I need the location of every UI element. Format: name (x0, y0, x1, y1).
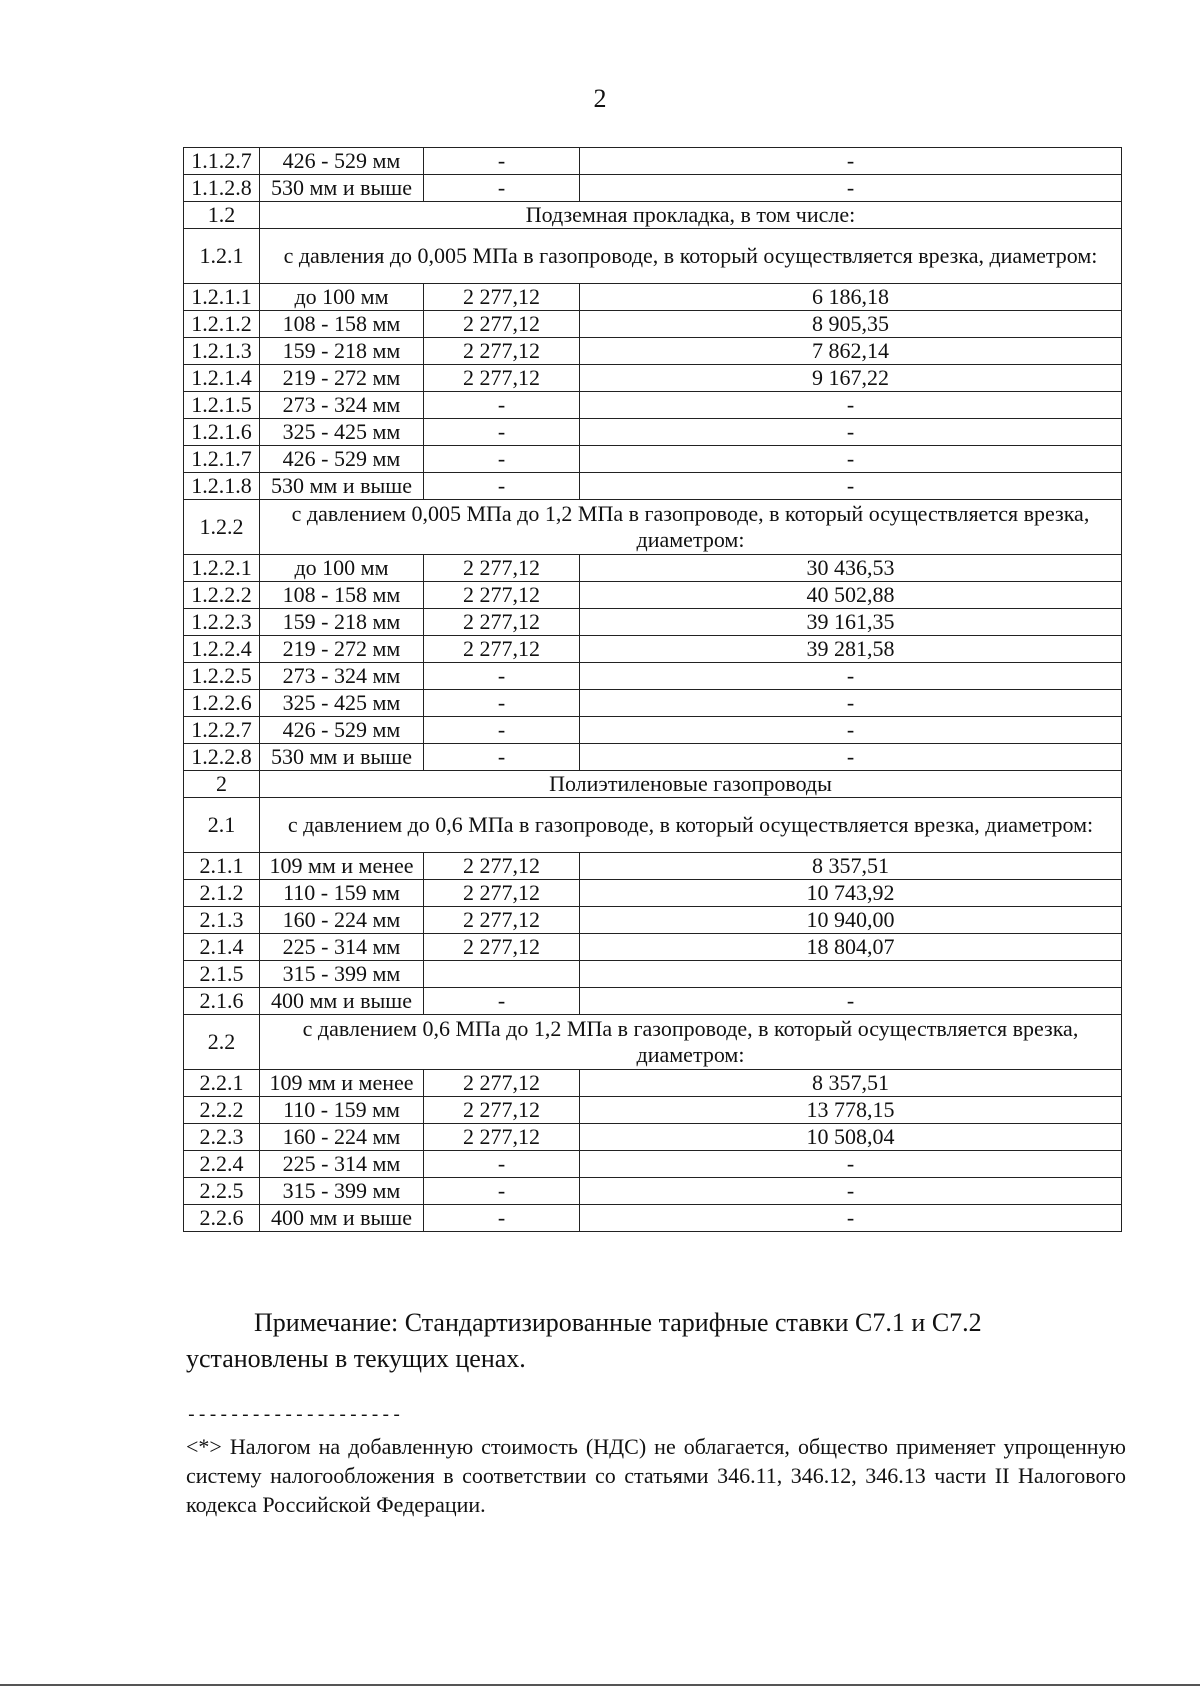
row-rate-c71: - (424, 988, 580, 1015)
row-code: 1.1.2.7 (184, 148, 260, 175)
row-diameter: 426 - 529 мм (260, 717, 424, 744)
row-rate-c72: - (580, 392, 1122, 419)
row-rate-c71: - (424, 663, 580, 690)
table-row (184, 582, 1122, 609)
row-diameter: 530 мм и выше (260, 175, 424, 202)
table-row (184, 1124, 1122, 1151)
row-rate-c71: - (424, 392, 580, 419)
row-diameter: 315 - 399 мм (260, 961, 424, 988)
row-rate-c72: 7 862,14 (580, 338, 1122, 365)
row-rate-c71: 2 277,12 (424, 609, 580, 636)
row-code: 1.2.2.1 (184, 555, 260, 582)
row-rate-c71: 2 277,12 (424, 311, 580, 338)
row-code: 2.2 (184, 1015, 260, 1070)
subsection-row (184, 798, 1122, 853)
row-code: 1.2.2.7 (184, 717, 260, 744)
subsection-title: с давлением 0,005 МПа до 1,2 МПа в газопроводе, в который осуществляется врезка, диаметром: (260, 500, 1122, 555)
table-row (184, 365, 1122, 392)
row-code: 1.2.2.3 (184, 609, 260, 636)
row-rate-c71: - (424, 744, 580, 771)
row-rate-c72: 10 940,00 (580, 907, 1122, 934)
row-code: 1.2.2.6 (184, 690, 260, 717)
table-row (184, 148, 1122, 175)
subsection-row (184, 1015, 1122, 1070)
row-diameter: 108 - 158 мм (260, 582, 424, 609)
row-code: 2.1.2 (184, 880, 260, 907)
row-code: 2.1 (184, 798, 260, 853)
row-rate-c72: 9 167,22 (580, 365, 1122, 392)
row-code: 1.2 (184, 202, 260, 229)
row-rate-c71 (424, 961, 580, 988)
row-rate-c71: 2 277,12 (424, 1124, 580, 1151)
row-diameter: 225 - 314 мм (260, 934, 424, 961)
table-row (184, 446, 1122, 473)
table-row (184, 988, 1122, 1015)
tariff-table-body (184, 148, 1122, 1232)
table-row (184, 1151, 1122, 1178)
row-diameter: 110 - 159 мм (260, 1097, 424, 1124)
table-row (184, 1205, 1122, 1232)
row-rate-c71: 2 277,12 (424, 880, 580, 907)
row-diameter: 225 - 314 мм (260, 1151, 424, 1178)
row-rate-c72: 13 778,15 (580, 1097, 1122, 1124)
table-row (184, 880, 1122, 907)
row-code: 2.2.1 (184, 1070, 260, 1097)
row-code: 1.2.1.6 (184, 419, 260, 446)
table-row (184, 284, 1122, 311)
section-row (184, 771, 1122, 798)
row-rate-c72: 8 357,51 (580, 1070, 1122, 1097)
table-row (184, 853, 1122, 880)
subsection-row (184, 229, 1122, 284)
row-code: 2.1.3 (184, 907, 260, 934)
subsection-title: с давлением до 0,6 МПа в газопроводе, в который осуществляется врезка, диаметром: (260, 798, 1122, 853)
row-diameter: 219 - 272 мм (260, 636, 424, 663)
row-rate-c72: - (580, 988, 1122, 1015)
row-rate-c71: 2 277,12 (424, 1070, 580, 1097)
row-rate-c72: 40 502,88 (580, 582, 1122, 609)
row-rate-c71: 2 277,12 (424, 907, 580, 934)
row-code: 2.2.5 (184, 1178, 260, 1205)
row-code: 2.2.2 (184, 1097, 260, 1124)
row-rate-c71: 2 277,12 (424, 284, 580, 311)
row-code: 1.2.2 (184, 500, 260, 555)
row-diameter: 426 - 529 мм (260, 446, 424, 473)
row-rate-c72: - (580, 419, 1122, 446)
row-rate-c72: 8 357,51 (580, 853, 1122, 880)
row-rate-c72: - (580, 1205, 1122, 1232)
row-diameter: 160 - 224 мм (260, 1124, 424, 1151)
row-code: 2.1.5 (184, 961, 260, 988)
row-rate-c72: - (580, 663, 1122, 690)
table-row (184, 419, 1122, 446)
table-row (184, 907, 1122, 934)
row-rate-c71: - (424, 446, 580, 473)
row-diameter: 530 мм и выше (260, 473, 424, 500)
table-row (184, 609, 1122, 636)
row-rate-c71: - (424, 1178, 580, 1205)
row-diameter: 109 мм и менее (260, 1070, 424, 1097)
row-rate-c71: - (424, 690, 580, 717)
row-rate-c72: 6 186,18 (580, 284, 1122, 311)
row-diameter: 315 - 399 мм (260, 1178, 424, 1205)
row-diameter: 400 мм и выше (260, 988, 424, 1015)
note-line-2: установлены в текущих ценах. (186, 1344, 526, 1373)
row-rate-c72: 8 905,35 (580, 311, 1122, 338)
tariff-table (183, 147, 1122, 1232)
row-rate-c71: 2 277,12 (424, 582, 580, 609)
row-code: 1.2.1.7 (184, 446, 260, 473)
table-row (184, 338, 1122, 365)
section-title: Полиэтиленовые газопроводы (260, 771, 1122, 798)
row-rate-c72: - (580, 744, 1122, 771)
row-diameter: 159 - 218 мм (260, 609, 424, 636)
row-rate-c72: 10 508,04 (580, 1124, 1122, 1151)
row-rate-c72: - (580, 175, 1122, 202)
row-rate-c72: - (580, 446, 1122, 473)
row-code: 1.1.2.8 (184, 175, 260, 202)
row-rate-c72: - (580, 717, 1122, 744)
table-row (184, 1097, 1122, 1124)
row-code: 2.1.4 (184, 934, 260, 961)
row-code: 2.2.3 (184, 1124, 260, 1151)
row-rate-c72: 39 281,58 (580, 636, 1122, 663)
row-rate-c72: - (580, 473, 1122, 500)
row-rate-c72: 10 743,92 (580, 880, 1122, 907)
row-diameter: до 100 мм (260, 555, 424, 582)
note (186, 1305, 1126, 1377)
row-code: 2.1.1 (184, 853, 260, 880)
table-row (184, 663, 1122, 690)
table-row (184, 961, 1122, 988)
row-diameter: 159 - 218 мм (260, 338, 424, 365)
row-diameter: 109 мм и менее (260, 853, 424, 880)
row-code: 2.2.4 (184, 1151, 260, 1178)
row-code: 1.2.1.1 (184, 284, 260, 311)
table-row (184, 1070, 1122, 1097)
row-rate-c72: - (580, 690, 1122, 717)
row-diameter: 273 - 324 мм (260, 663, 424, 690)
row-code: 2 (184, 771, 260, 798)
row-code: 1.2.1 (184, 229, 260, 284)
row-diameter: 426 - 529 мм (260, 148, 424, 175)
row-rate-c71: 2 277,12 (424, 1097, 580, 1124)
section-row (184, 202, 1122, 229)
row-rate-c71: 2 277,12 (424, 934, 580, 961)
row-diameter: 325 - 425 мм (260, 419, 424, 446)
subsection-title: с давления до 0,005 МПа в газопроводе, в который осуществляется врезка, диаметром: (260, 229, 1122, 284)
row-diameter: до 100 мм (260, 284, 424, 311)
table-row (184, 175, 1122, 202)
table-row (184, 717, 1122, 744)
row-rate-c71: 2 277,12 (424, 555, 580, 582)
row-code: 1.2.1.8 (184, 473, 260, 500)
row-rate-c72: - (580, 1151, 1122, 1178)
row-code: 1.2.1.2 (184, 311, 260, 338)
table-row (184, 392, 1122, 419)
row-diameter: 110 - 159 мм (260, 880, 424, 907)
row-code: 1.2.2.8 (184, 744, 260, 771)
row-diameter: 219 - 272 мм (260, 365, 424, 392)
table-row (184, 1178, 1122, 1205)
table-row (184, 555, 1122, 582)
row-rate-c71: - (424, 1205, 580, 1232)
row-diameter: 325 - 425 мм (260, 690, 424, 717)
section-title: Подземная прокладка, в том числе: (260, 202, 1122, 229)
row-code: 1.2.1.5 (184, 392, 260, 419)
table-row (184, 473, 1122, 500)
row-code: 1.2.1.4 (184, 365, 260, 392)
row-rate-c71: - (424, 175, 580, 202)
subsection-row (184, 500, 1122, 555)
row-rate-c71: 2 277,12 (424, 853, 580, 880)
row-rate-c71: - (424, 1151, 580, 1178)
row-rate-c71: - (424, 473, 580, 500)
row-diameter: 108 - 158 мм (260, 311, 424, 338)
row-diameter: 530 мм и выше (260, 744, 424, 771)
row-rate-c72: 30 436,53 (580, 555, 1122, 582)
bottom-rule (0, 1684, 1200, 1686)
row-rate-c72: 39 161,35 (580, 609, 1122, 636)
table-row (184, 636, 1122, 663)
row-rate-c71: - (424, 148, 580, 175)
row-rate-c72: 18 804,07 (580, 934, 1122, 961)
row-rate-c71: - (424, 717, 580, 744)
row-code: 1.2.2.4 (184, 636, 260, 663)
row-rate-c72 (580, 961, 1122, 988)
table-row (184, 690, 1122, 717)
row-diameter: 273 - 324 мм (260, 392, 424, 419)
row-diameter: 400 мм и выше (260, 1205, 424, 1232)
subsection-title: с давлением 0,6 МПа до 1,2 МПа в газопроводе, в который осуществляется врезка, диаметром: (260, 1015, 1122, 1070)
row-rate-c71: 2 277,12 (424, 365, 580, 392)
row-rate-c71: - (424, 419, 580, 446)
table-row (184, 934, 1122, 961)
row-code: 1.2.2.2 (184, 582, 260, 609)
row-diameter: 160 - 224 мм (260, 907, 424, 934)
footnote: <*> Налогом на добавленную стоимость (НДС) не облагается, общество применяет упрощенную систему налогообложения в соответствии со статьями 346.11, 346.12, 346.13 части II Налогового кодекса Российской Федерации. (186, 1434, 1126, 1517)
page-number: 2 (593, 84, 607, 113)
row-rate-c71: 2 277,12 (424, 636, 580, 663)
footnote-separator: -------------------- (186, 1406, 403, 1426)
table-row (184, 744, 1122, 771)
row-code: 1.2.1.3 (184, 338, 260, 365)
table-row (184, 311, 1122, 338)
row-rate-c72: - (580, 148, 1122, 175)
row-code: 2.2.6 (184, 1205, 260, 1232)
note-line-1: Примечание: Стандартизированные тарифные ставки С7.1 и С7.2 (254, 1308, 982, 1337)
row-code: 2.1.6 (184, 988, 260, 1015)
row-rate-c72: - (580, 1178, 1122, 1205)
row-code: 1.2.2.5 (184, 663, 260, 690)
row-rate-c71: 2 277,12 (424, 338, 580, 365)
